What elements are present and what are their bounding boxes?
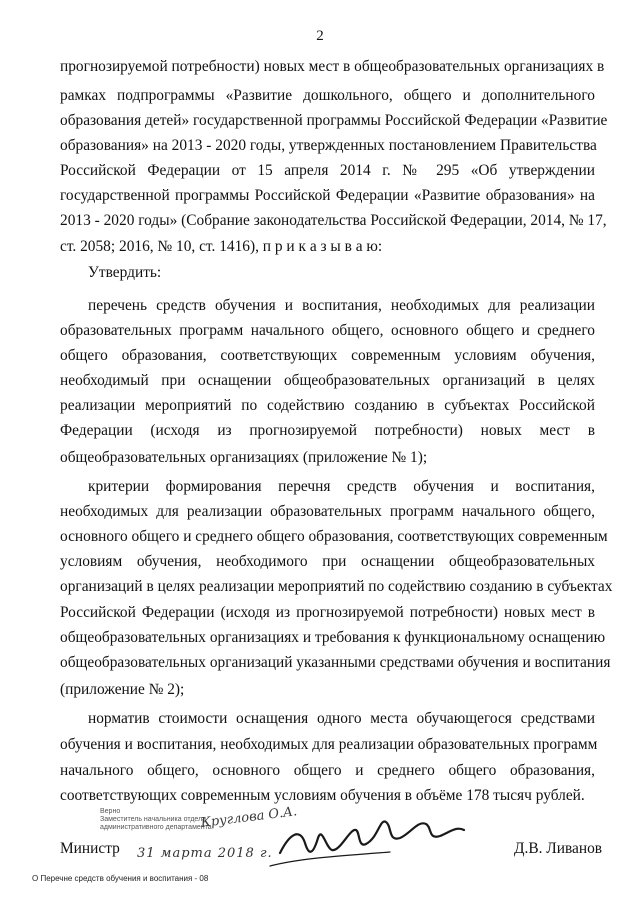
text-line: обучения и воспитания, необходимых для реализации образовательных программ (60, 736, 598, 753)
page-number: 2 (316, 28, 324, 44)
certification-stamp (100, 808, 212, 832)
text-line: образовательных программ начального общего, основного общего и среднего (60, 322, 595, 339)
text-line: перечень средств обучения и воспитания, необходимых для реализации (88, 297, 595, 314)
stamp-line-1: Верно (100, 808, 121, 815)
text-line: государственной программы Российской Федерации «Развитие образования» на (60, 187, 595, 204)
text-line: образования детей» государственной программы Российской Федерации «Развитие (60, 112, 608, 129)
text-line: соответствующих современным условиям обучения в объёме 178 тысяч рублей. (60, 787, 585, 804)
text-line: общего образования, соответствующих современным условиям обучения, (60, 347, 595, 364)
text-line: необходимый при оснащении общеобразовательных организаций в целях (60, 372, 595, 389)
stamp-line-2: Заместитель начальника отдела (100, 816, 207, 823)
text-line: Российской Федерации (исходя из прогнозируемой потребности) новых мест в (60, 604, 595, 621)
text-line: (приложение № 2); (60, 681, 185, 698)
text-line: норматив стоимости оснащения одного места обучающегося средствами (88, 710, 595, 727)
handwritten-date: 31 марта 2018 г. (137, 846, 273, 861)
stamp-handwritten-name: Круглова О.А. (200, 804, 298, 831)
text-line: прогнозируемой потребности) новых мест в общеобразовательных организациях в (60, 58, 605, 75)
text-line: основного общего и среднего общего образования, соответствующих современным (60, 528, 608, 545)
text-line: Федерации (исходя из прогнозируемой потребности) новых мест в (60, 422, 595, 439)
minister-signature (260, 808, 480, 878)
text-line: ст. 2058; 2016, № 10, ст. 1416), п р и к а з ы в а ю: (60, 238, 383, 255)
text-line: общеобразовательных организациях и требования к функциональному оснащению (60, 629, 606, 646)
text-line: рамках подпрограммы «Развитие дошкольного, общего и дополнительного (60, 87, 595, 104)
signatory-title: Министр (60, 840, 120, 857)
text-line: Утвердить: (88, 264, 162, 281)
text-line: критерии формирования перечня средств обучения и воспитания, (88, 478, 595, 495)
stamp-line-3: административного департамента (100, 824, 212, 831)
text-line: образования» на 2013 - 2020 годы, утвержденных постановлением Правительства (60, 137, 597, 154)
text-line: реализации мероприятий по содействию созданию в субъектах Российской (60, 397, 595, 414)
text-line: условиям обучения, необходимого при оснащении общеобразовательных (60, 553, 595, 570)
text-line: необходимых для реализации образовательных программ начального общего, (60, 503, 595, 520)
signatory-name: Д.В. Ливанов (514, 840, 603, 857)
text-line: общеобразовательных организациях (приложение № 1); (60, 449, 428, 466)
text-line: Российской Федерации от 15 апреля 2014 г. № 295 «Об утверждении (60, 162, 595, 179)
text-line: начального общего, основного общего и среднего общего образования, (60, 762, 595, 779)
text-line: общеобразовательных организаций указанными средствами обучения и воспитания (60, 654, 611, 671)
text-line: организаций в целях реализации мероприятий по содействию созданию в субъектах (60, 578, 613, 595)
text-line: 2013 - 2020 годы» (Собрание законодательства Российской Федерации, 2014, № 17, (60, 212, 607, 229)
footer-text: О Перечне средств обучения и воспитания - 08 (32, 874, 209, 883)
